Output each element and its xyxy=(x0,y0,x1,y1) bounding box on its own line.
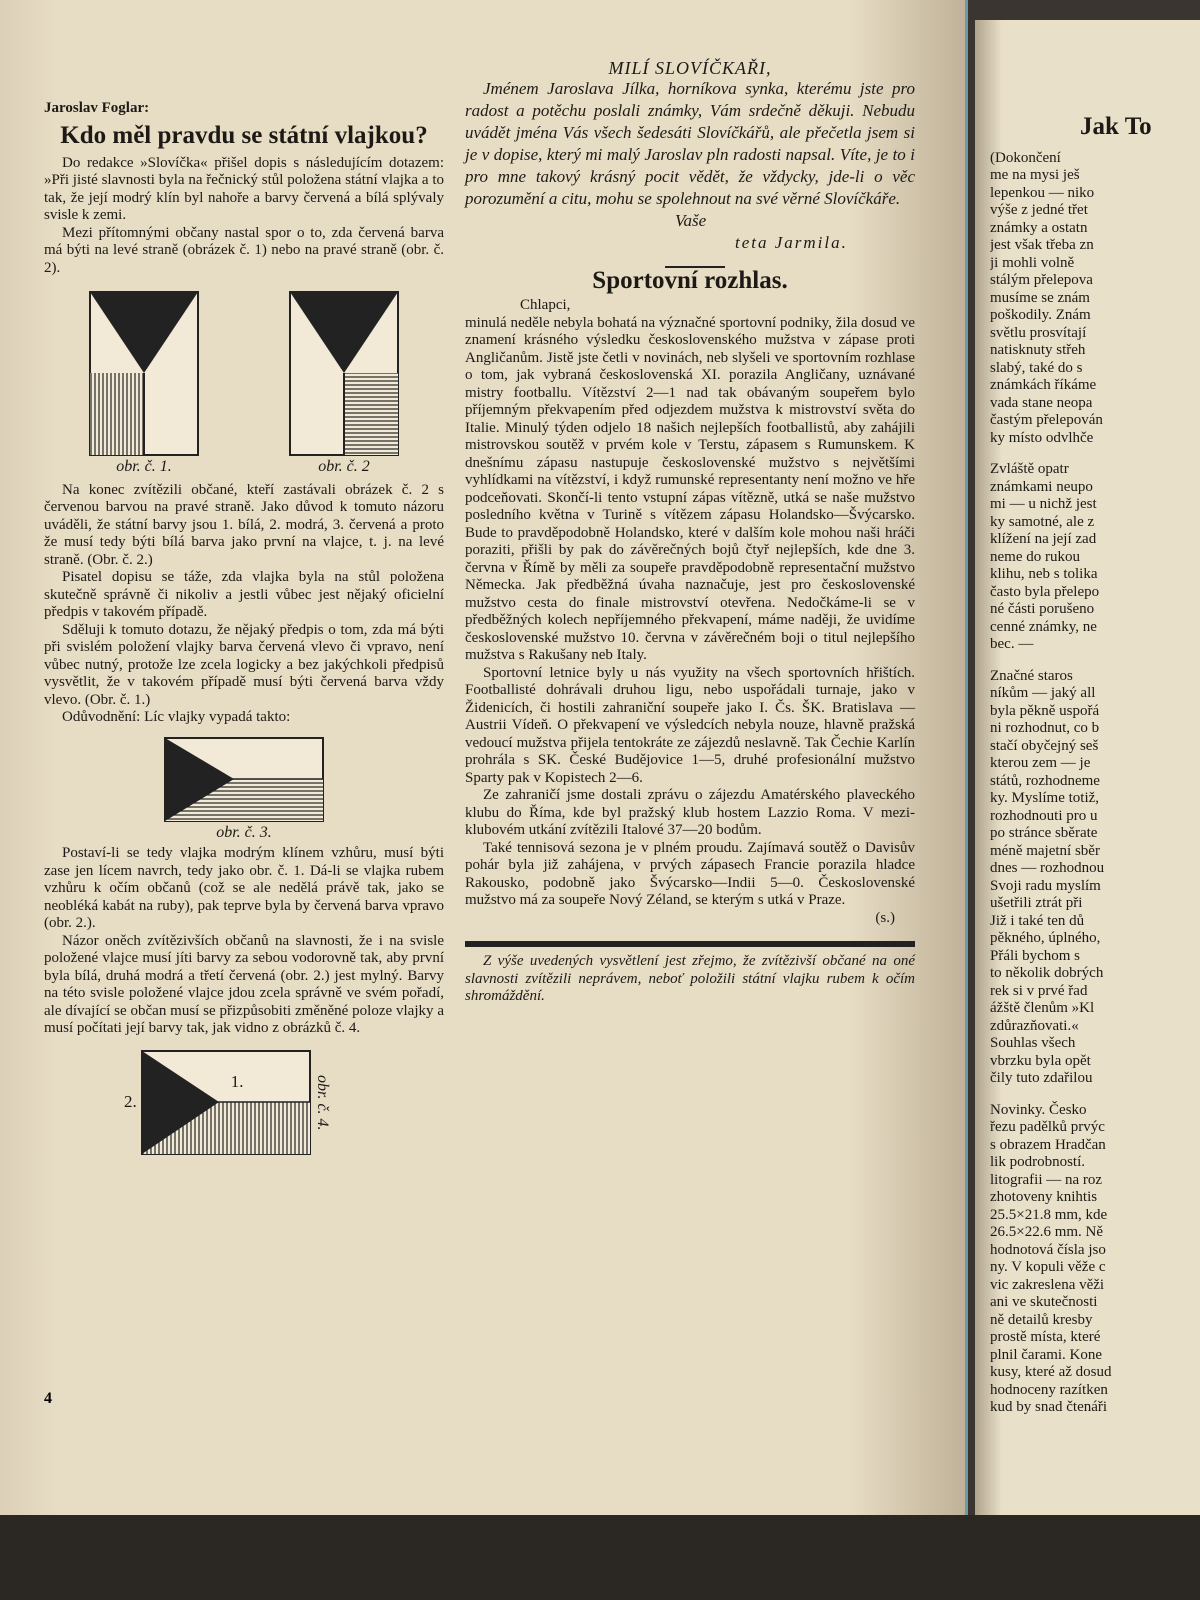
text-block xyxy=(990,1102,1200,1417)
flag-reverse-side xyxy=(141,1050,311,1155)
text-line: Souhlas všech xyxy=(990,1035,1076,1051)
text-line: známkách říkáme xyxy=(990,377,1097,393)
text-line: ně detailů kresby xyxy=(990,1311,1093,1328)
figure-caption: obr. č. 3. xyxy=(216,823,272,841)
text-line: Značné staros xyxy=(990,667,1073,684)
text-line: cenné známky, ne xyxy=(990,618,1097,635)
text-line: ky místo odvlhče xyxy=(990,429,1094,446)
paragraph: Mezi přítomnými občany nastal spor o to, zda červená barva má býti na levé straně (obrázek č. 1) nebo na pravé straně (obr. č. 2). xyxy=(44,224,444,276)
letter-signature: teta Jarmila. xyxy=(735,232,848,252)
letter-closing: Vaše xyxy=(675,210,707,230)
flag-article xyxy=(44,100,444,1155)
paragraph: Na konec zvítězili občané, kteří zastávali obrázek č. 2 s červenou barvou na pravé straně. Jako důvod k tomuto názoru uváděli, že státní barvy jsou 1. bílá, 2. modrá, 3. červená a proto že musí tedy býti bílá barva jako první na vlajce, t. j. na levé straně. (Obr. č. 2.) xyxy=(44,481,444,568)
text-line: me na mysi ješ xyxy=(990,167,1080,183)
text-line: bec. — xyxy=(990,636,1034,652)
figure-caption: obr. č. 4. xyxy=(314,1075,331,1131)
text-line: známkami neupo xyxy=(990,478,1093,495)
text-line: ky samotné, ale z xyxy=(990,513,1095,530)
figure-label: 1. xyxy=(230,1072,244,1092)
letter-title: MILÍ SLOVÍČKAŘI, xyxy=(608,58,772,78)
text-line: neme do rukou xyxy=(990,548,1080,565)
text-line: vbrzku byla opět xyxy=(990,1052,1091,1069)
text-block xyxy=(990,948,1200,1088)
paragraph: Sděluji k tomuto dotazu, že nějaký předpis o tom, zda má býti při svislém položení vlajky barva červená vlevo či vpravo, není vůbec nutný, protože lze zcela logicky a bez jakýchkoli předpisů vysvětlit, že v takovém případě musí býti červená barva vždy vlevo. (Obr. č. 1.) xyxy=(44,621,444,708)
text-line: jest však třeba zn xyxy=(990,237,1094,253)
text-line: (Dokončení xyxy=(990,149,1061,166)
vertical-flag-red-right xyxy=(289,291,399,456)
text-line: klížení na její zad xyxy=(990,531,1097,547)
text-line: rek si v prvé řad xyxy=(990,982,1088,999)
text-line: Již i také ten dů xyxy=(990,912,1085,929)
figure-4 xyxy=(44,1050,444,1155)
paragraph: Také tennisová sezona je v plném proudu. Zajímavá soutěž o Davisův pohár byla již zahájena, v prvých zápasech Francie porazila hladce Rakousko, podobně jako Švýcarsko—Indii 5—0. Československé mužstvo má za soupeře Nový Zéland, se kterým s utká v Praze. xyxy=(465,839,915,908)
text-line: hodnoceny razítken xyxy=(990,1381,1108,1398)
text-line: vada stane neopa xyxy=(990,394,1093,411)
text-line: kterou zem — je xyxy=(990,755,1091,771)
text-line: po stránce sběrate xyxy=(990,825,1098,841)
text-line: světlu prosvítají xyxy=(990,324,1087,341)
text-line: Svoji radu myslím xyxy=(990,877,1101,894)
text-block xyxy=(990,461,1200,654)
text-block xyxy=(990,668,1200,948)
text-line: lik podrobností. xyxy=(990,1154,1086,1170)
text-line: méně majetní sběr xyxy=(990,842,1100,859)
text-line: slabý, také do s xyxy=(990,359,1083,376)
vertical-flag-red-left xyxy=(89,291,199,456)
text-line: né části porušeno xyxy=(990,601,1095,617)
text-line: známky a ostatn xyxy=(990,219,1088,236)
paragraph: Ze zahraničí jsme dostali zprávu o zájezdu Amatérského plaveckého klubu do Říma, kde byl pražský klub hostem Lazzio Roma. V mezi-klubovém utkání zvítězili Italové 37—20 bodům. xyxy=(465,787,915,838)
text-line: stačí obyčejný seš xyxy=(990,737,1099,754)
text-line: dnes — rozhodnou xyxy=(990,860,1105,876)
text-line: lepenkou — niko xyxy=(990,184,1095,201)
paragraph: Odůvodnění: Líc vlajky vypadá takto: xyxy=(62,709,291,725)
paragraph: Do redakce »Slovíčka« přišel dopis s následujícím dotazem: »Při jisté slavnosti byla na řečnický stůl položena státní vlajka a to tak, že její modrý klín byl nahoře a barvy červená a bílá splývaly svisle k zemi. xyxy=(44,154,444,223)
text-line: ušetřili ztrát při xyxy=(990,895,1083,911)
text-line: ji mohli volně xyxy=(990,254,1075,271)
sport-greeting: Chlapci, xyxy=(520,297,571,313)
text-line: to několik dobrých xyxy=(990,965,1104,981)
horizontal-flag xyxy=(164,737,324,822)
paragraph: Sportovní letnice byly u nás využity na všech sportovních hřištích. Footballisté dohrávali druhou ligu, nebo uspořádali turnaje, jako v Židenicích, či hostili zahraniční soupeře jako I. Čs. ŠK. Bratislava — Austrii Vídeň. O překvapení ve výsledcích nebyla nouze, hlavně pražská vedoucí mužstva přijela tentokráte ze zájezdů neslavně. Tak Čechie Karlín prohrála s SK. České Budějovice 1—5, druhé profesionální mužstvo Sparty pak v Kopistech 2—6. xyxy=(465,664,915,786)
flag-conclusion: Z výše uvedených vysvětlení jest zřejmo, že zvítězivší občané na oné slavnosti zvítězili neprávem, neboť položili státní vlajku rubem k očím shromáždění. xyxy=(465,953,915,1004)
text-line: ny. V kopuli věže c xyxy=(990,1259,1106,1275)
text-line: výše z jedné třet xyxy=(990,202,1088,218)
figure-label: 2. xyxy=(124,1092,137,1112)
text-line: států, rozhodneme xyxy=(990,772,1100,789)
text-line: s obrazem Hradčan xyxy=(990,1136,1106,1153)
article-author: Jaroslav Foglar: xyxy=(44,100,150,116)
text-block xyxy=(990,150,1200,448)
text-line: 26.5×22.6 mm. Ně xyxy=(990,1224,1104,1240)
text-line: zhotoveny knihtis xyxy=(990,1189,1098,1205)
text-line: řezu padělků prvýc xyxy=(990,1119,1105,1135)
heavy-rule xyxy=(465,941,915,947)
figure-row-1-2 xyxy=(44,291,444,476)
text-line: byla pěkně uspořá xyxy=(990,702,1100,719)
text-line: ani ve skutečnosti xyxy=(990,1294,1098,1310)
letter-body: Jménem Jaroslava Jílka, horníkova synka, kterému jste pro radost a potěchu poslali známky, Vám srdečně děkuji. Nebudu uvádět jména Vás všech šedesáti Slovíčkářů, ale přečetla jsem si je v dopise, který mi malý Jaroslav pln radosti napsal. Víte, je to i pro mne takový krásný pocit vědět, že vždycky, jde-li o věc porozumění a citu, mohu se spolehnout na své věrné Slovíčkáře. xyxy=(465,78,915,208)
text-line: kusy, které až dosud xyxy=(990,1364,1112,1380)
middle-column xyxy=(465,60,915,1006)
paragraph: Pisatel dopisu se táže, zda vlajka byla na stůl položena skutečně správně či nikoliv a jestli vůbec jest nějaký oficielní předpis v takovém případě. xyxy=(44,569,444,620)
page-number: 4 xyxy=(44,1390,52,1407)
text-line: pěkného, úplného, xyxy=(990,930,1101,946)
text-line: kud by snad čtenáři xyxy=(990,1399,1108,1415)
figure-caption: obr. č. 2 xyxy=(318,458,370,475)
text-line: stálým přelepova xyxy=(990,272,1093,288)
text-line: natisknuty střeh xyxy=(990,342,1086,358)
text-line: častým přelepován xyxy=(990,412,1103,428)
text-line: níkům — jaký all xyxy=(990,685,1096,701)
text-line: mi — u nichž jest xyxy=(990,496,1097,512)
text-line: ni rozhodnut, co b xyxy=(990,720,1100,736)
text-line: rozhodnouti pro u xyxy=(990,807,1098,824)
right-page-column xyxy=(990,110,1200,1530)
text-line: ky. Myslíme totiž, xyxy=(990,790,1100,806)
paragraph: Názor oněch zvítězivších občanů na slavnosti, že i na svisle položené vlajce musí jíti barvy za sebou vodorovně tak, aby první byla bílá, druhá modrá a třetí červená (obr. 2.) jest mylný. Barvy na této svisle položené vlajce jdou zcela správně ve svém pořadí, ale dívající se občan musí se přizpůsobiti změněné poloze vlajky a musí počítati její barvy tak, jak vidno z obrázků č. 4. xyxy=(44,932,444,1036)
figure-caption: obr. č. 1. xyxy=(116,458,172,475)
text-line: Zvláště opatr xyxy=(990,461,1069,477)
text-line: litografii — na roz xyxy=(990,1171,1103,1188)
figure-2 xyxy=(289,291,399,476)
text-line: 25.5×21.8 mm, kde xyxy=(990,1206,1108,1223)
text-line: vic zakreslena věži xyxy=(990,1276,1105,1293)
text-line: často byla přelepo xyxy=(990,583,1100,600)
figure-3 xyxy=(44,737,444,842)
text-line: musíme se znám xyxy=(990,289,1090,306)
article-title: Kdo měl pravdu se státní vlajkou? xyxy=(60,121,428,149)
text-line: prostě místa, které xyxy=(990,1329,1101,1345)
paragraph: minulá neděle nebyla bohatá na význačné sportovní podniky, žila dosud ve znamení krásného výsledku československého mužstva v zápase proti Angličanům. Jistě jste četli v novinách, neb slyšeli ve sportovním rozhlase o tom, jak vybraná československá XI. porazila Angličany, uznávané mistry footballu. Vítězství 2—1 nad tak obávaným soupeřem bylo příjemným překvapením před odjezdem mužstva k mistrovství světa do Italie. Minulý týden odjelo 18 našich nejlepších footballistů, aby zahájili mistrovskou soutěž v prvém kole v Terstu, zápasem s Rumunskem. K dnešnímu zápasu nastupuje československé mužstvo s největšími vyhlídkami na vítězství, i když rumunské representanty není možno ve hře podceňovati. Skončí-li tento vstupní zápas vítězně, utká se naše mužstvo posledního května v Turině s vítězem zápasu Holandsko—Švýcarsko. Bude to pravděpodobně Holandsko, které v dalším kole mohou naši hráči poraziti, přišli by pak do závěrečných bojů čtyř nejlepších, kde dne 3. června v Římě by měli za soupeře pravděpodobně representační mužstvo Německa. Jak předběžná úvaha naznačuje, jest pro československé mužstvo cesta do finale mistrovství otevřena. Nedočkáme-li se v předběžných kolech nepříjemného překvapení, máme naději, že uvidíme československé mužstvo 10. června v závěrečném boji o titul nejlepšího mužstva s Rakušany neb Italy. xyxy=(465,314,915,663)
sport-signoff: (s.) xyxy=(875,909,895,926)
text-line: poškodily. Znám xyxy=(990,307,1091,323)
figure-1 xyxy=(89,291,199,476)
text-line: Přáli bychom s xyxy=(990,947,1080,964)
text-line: klihu, neb s tolika xyxy=(990,566,1098,582)
text-line: plnil čarami. Kone xyxy=(990,1346,1103,1363)
text-line: zdůrazňovati.« xyxy=(990,1017,1079,1034)
text-line: čily tuto zdařilou xyxy=(990,1070,1093,1086)
sport-title: Sportovní rozhlas. xyxy=(592,266,788,294)
right-page-title: Jak To xyxy=(1080,113,1152,140)
text-line: ážště členům »Kl xyxy=(990,1000,1095,1016)
text-line: Novinky. Česko xyxy=(990,1101,1087,1118)
paragraph: Postaví-li se tedy vlajka modrým klínem vzhůru, musí býti zase jen lícem navrch, tedy jako obr. č. 1. Dá-li se vlajka rubem vzhůru k očím občanů (což se ale nedělá právě tak, jako se neobléká kabát na ruby), pak teprve byla by červená barva vpravo (obr. 2.). xyxy=(44,845,444,931)
text-line: hodnotová čísla jso xyxy=(990,1241,1106,1258)
